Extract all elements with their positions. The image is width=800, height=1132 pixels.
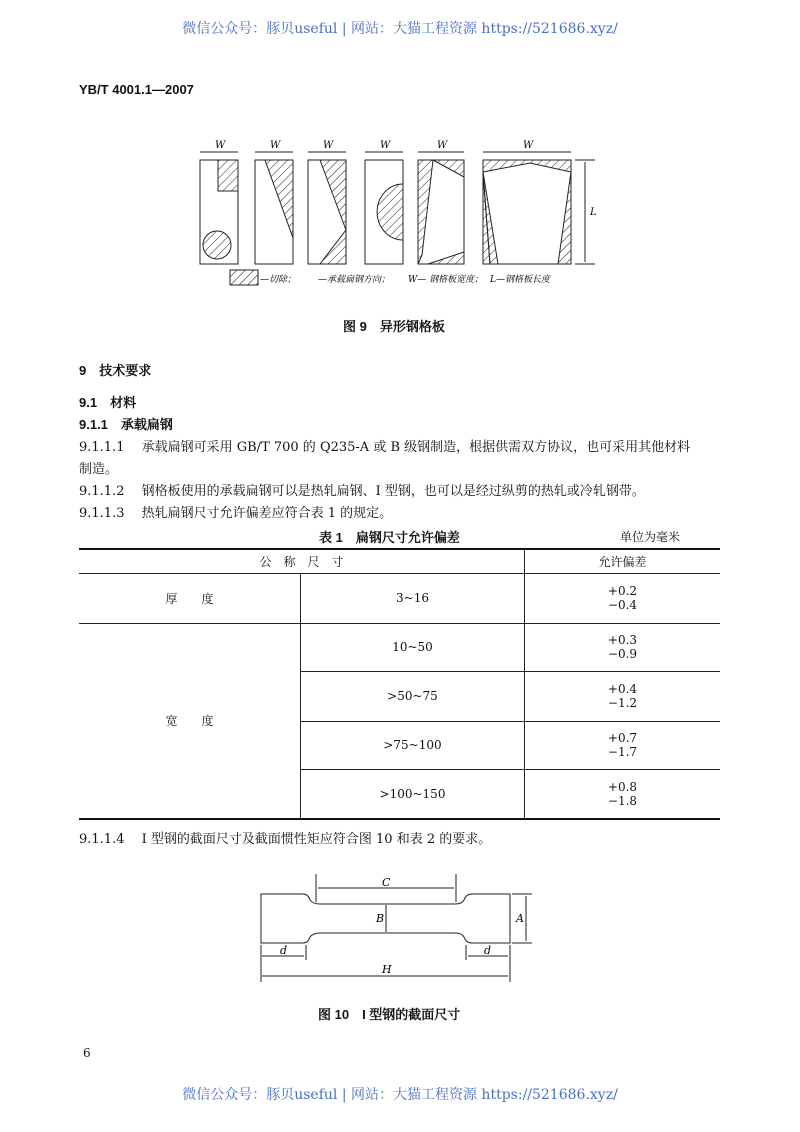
l-label: L bbox=[590, 207, 597, 218]
legend-direction: —承载扁钢方向； bbox=[318, 275, 391, 285]
table-1-title: 表 1 扁钢尺寸允许偏差 bbox=[319, 530, 460, 545]
w-label: W bbox=[380, 140, 391, 151]
figure-9-diagram bbox=[190, 130, 610, 290]
header-tolerance: 允许偏差 bbox=[525, 549, 721, 573]
tol-down: −0.4 bbox=[607, 598, 638, 612]
row-label-width: 宽 度 bbox=[79, 623, 301, 819]
table-1 bbox=[79, 548, 720, 820]
tol-up: +0.8 bbox=[607, 779, 638, 794]
tol-up: +0.4 bbox=[607, 682, 638, 696]
tol-up: +0.3 bbox=[607, 633, 638, 647]
dim-d-label-right: d bbox=[484, 944, 492, 957]
tol-down: −1.2 bbox=[607, 696, 638, 710]
paragraph-9-1-1-1-cont: 制造。 bbox=[79, 462, 119, 477]
header-nominal-size: 公 称 尺 寸 bbox=[79, 549, 525, 573]
w-label: W bbox=[523, 140, 534, 151]
w-label: W bbox=[437, 140, 448, 151]
figure-10-diagram bbox=[240, 860, 540, 990]
tol-down: −1.7 bbox=[607, 745, 638, 759]
cell-size: 10~50 bbox=[301, 623, 525, 671]
tol-up: +0.2 bbox=[607, 584, 638, 598]
legend-length: L—钢格板长度 bbox=[490, 275, 550, 285]
paragraph-9-1-1-4: 9.1.1.4 I 型钢的截面尺寸及截面惯性矩应符合图 10 和表 2 的要求。 bbox=[79, 832, 492, 847]
cell-size: >100~150 bbox=[301, 769, 525, 819]
dim-a-label: A bbox=[516, 912, 524, 925]
paragraph-9-1-1-1: 9.1.1.1 承载扁钢可采用 GB/T 700 的 Q235-A 或 B 级钢制造，根据供需双方协议，也可采用其他材料 bbox=[79, 440, 691, 455]
figure-10-caption: 图 10 I 型钢的截面尺寸 bbox=[318, 1007, 461, 1022]
standard-code: YB/T 4001.1—2007 bbox=[79, 82, 194, 97]
legend-width: W— 钢格板宽度； bbox=[408, 275, 484, 285]
w-label: W bbox=[215, 140, 226, 151]
tol-down: −0.9 bbox=[607, 647, 638, 661]
watermark-top: 微信公众号：豚贝useful | 网站：大猫工程资源 https://521686.xyz/ bbox=[182, 21, 618, 37]
tol-down: −1.8 bbox=[607, 793, 638, 808]
w-label: W bbox=[323, 140, 334, 151]
dim-c-label: C bbox=[382, 876, 391, 889]
paragraph-9-1-1-3: 9.1.1.3 热轧扁钢尺寸允许偏差应符合表 1 的规定。 bbox=[79, 506, 393, 521]
dim-b-label: B bbox=[376, 912, 385, 925]
page-number: 6 bbox=[83, 1046, 91, 1060]
watermark-bottom: 微信公众号：豚贝useful | 网站：大猫工程资源 https://521686.xyz/ bbox=[182, 1087, 618, 1103]
section-9-heading: 9 技术要求 bbox=[79, 363, 152, 378]
dim-h-label: H bbox=[382, 963, 392, 976]
cell-size: 3~16 bbox=[301, 573, 525, 623]
cell-size: >75~100 bbox=[301, 721, 525, 769]
w-label: W bbox=[270, 140, 281, 151]
section-9-1-heading: 9.1 材料 bbox=[79, 395, 137, 410]
row-label-thickness: 厚 度 bbox=[79, 573, 301, 623]
paragraph-9-1-1-2: 9.1.1.2 钢格板使用的承载扁钢可以是热轧扁钢、I 型钢，也可以是经过纵剪的热轧或冷轧钢带。 bbox=[79, 484, 645, 499]
table-1-unit: 单位为毫米 bbox=[620, 530, 681, 544]
cell-size: >50~75 bbox=[301, 671, 525, 721]
figure-9-caption: 图 9 异形钢格板 bbox=[343, 319, 445, 334]
dim-d-label-left: d bbox=[280, 944, 288, 957]
legend-cut: —切除； bbox=[260, 275, 297, 285]
section-9-1-1-heading: 9.1.1 承载扁钢 bbox=[79, 417, 173, 432]
tol-up: +0.7 bbox=[607, 731, 638, 745]
